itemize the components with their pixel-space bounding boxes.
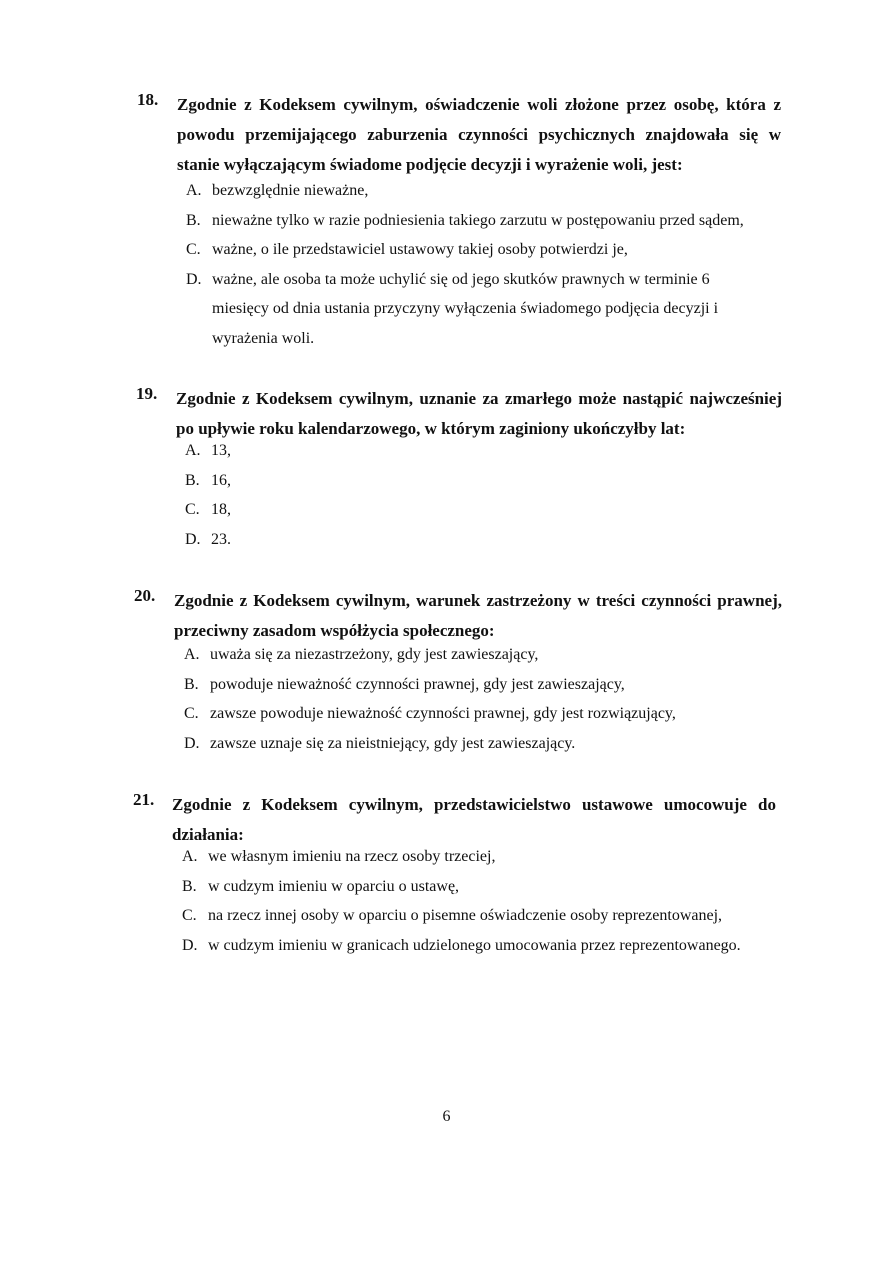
- options-list: [184, 640, 784, 758]
- option-text: bezwzględnie nieważne,: [212, 182, 369, 199]
- question-number: 20.: [134, 586, 156, 605]
- option-d: [185, 525, 785, 555]
- option-text: zawsze powoduje nieważność czynności prawnej, gdy jest rozwiązujący,: [210, 705, 676, 722]
- options-list: [182, 842, 802, 960]
- question-number: 18.: [137, 90, 159, 109]
- option-text: ważne, ale osoba ta może uchylić się od jego skutków prawnych w terminie 6 miesięcy od dnia ustania przyczyny wyłączenia świadomego podjęcia decyzji i wyrażenia woli.: [212, 270, 719, 347]
- option-c: [182, 901, 802, 931]
- option-a: [185, 436, 785, 466]
- option-d: [182, 931, 802, 961]
- options-list: [186, 176, 786, 353]
- option-b: [186, 206, 786, 236]
- option-text: we własnym imieniu na rzecz osoby trzeciej,: [208, 848, 496, 865]
- option-letter: C.: [182, 907, 197, 924]
- option-c: [184, 699, 784, 729]
- option-d: [184, 729, 784, 759]
- option-text: 18,: [211, 501, 231, 518]
- question-text: Zgodnie z Kodeksem cywilnym, przedstawicielstwo ustawowe umocowuje do działania:: [172, 795, 776, 844]
- option-b: [185, 466, 785, 496]
- option-text: zawsze uznaje się za nieistniejący, gdy jest zawieszający.: [210, 734, 576, 752]
- option-a: [186, 176, 786, 206]
- option-a: [184, 640, 784, 670]
- option-letter: D.: [182, 936, 198, 954]
- option-text: w cudzym imieniu w granicach udzielonego umocowania przez reprezentowanego.: [208, 936, 741, 954]
- option-letter: C.: [186, 241, 201, 258]
- option-text: ważne, o ile przedstawiciel ustawowy takiej osoby potwierdzi je,: [212, 241, 628, 258]
- option-b: [184, 670, 784, 700]
- option-d: [186, 265, 752, 354]
- option-text: 13,: [211, 442, 231, 459]
- option-letter: A.: [182, 848, 198, 865]
- option-letter: B.: [186, 211, 201, 229]
- question-text: Zgodnie z Kodeksem cywilnym, uznanie za zmarłego może nastąpić najwcześniej po upływie roku kalendarzowego, w którym zaginiony ukończyłby lat:: [176, 389, 782, 438]
- page-number: 6: [442, 1108, 451, 1125]
- option-text: powoduje nieważność czynności prawnej, gdy jest zawieszający,: [210, 675, 625, 693]
- option-letter: A.: [184, 646, 200, 663]
- question-text: Zgodnie z Kodeksem cywilnym, warunek zastrzeżony w treści czynności prawnej, przeciwny zasadom współżycia społecznego:: [174, 591, 782, 640]
- option-letter: D.: [185, 530, 201, 548]
- option-letter: B.: [185, 471, 200, 489]
- option-text: w cudzym imieniu w oparciu o ustawę,: [208, 877, 460, 895]
- option-letter: B.: [184, 675, 199, 693]
- option-a: [182, 842, 802, 872]
- option-letter: D.: [184, 734, 200, 752]
- option-letter: C.: [184, 705, 199, 722]
- option-text: nieważne tylko w razie podniesienia takiego zarzutu w postępowaniu przed sądem,: [212, 211, 744, 229]
- question-text: Zgodnie z Kodeksem cywilnym, oświadczenie woli złożone przez osobę, która z powodu przemijającego zaburzenia czynności psychicznych znajdowała się w stanie wyłączającym świadome podjęcie decyzji i wyrażenie woli, jest:: [177, 95, 781, 174]
- option-text: 23.: [211, 530, 231, 548]
- question-number: 21.: [133, 790, 155, 809]
- option-text: na rzecz innej osoby w oparciu o pisemne oświadczenie osoby reprezentowanej,: [208, 907, 723, 924]
- option-letter: D.: [186, 270, 202, 288]
- option-letter: A.: [185, 442, 201, 459]
- option-text: 16,: [211, 471, 231, 489]
- options-list: [185, 436, 785, 554]
- option-letter: B.: [182, 877, 197, 895]
- option-letter: A.: [186, 182, 202, 199]
- option-letter: C.: [185, 501, 200, 518]
- option-b: [182, 872, 802, 902]
- question-number: 19.: [136, 384, 158, 403]
- option-text: uważa się za niezastrzeżony, gdy jest zawieszający,: [210, 646, 539, 663]
- option-c: [185, 495, 785, 525]
- option-c: [186, 235, 786, 265]
